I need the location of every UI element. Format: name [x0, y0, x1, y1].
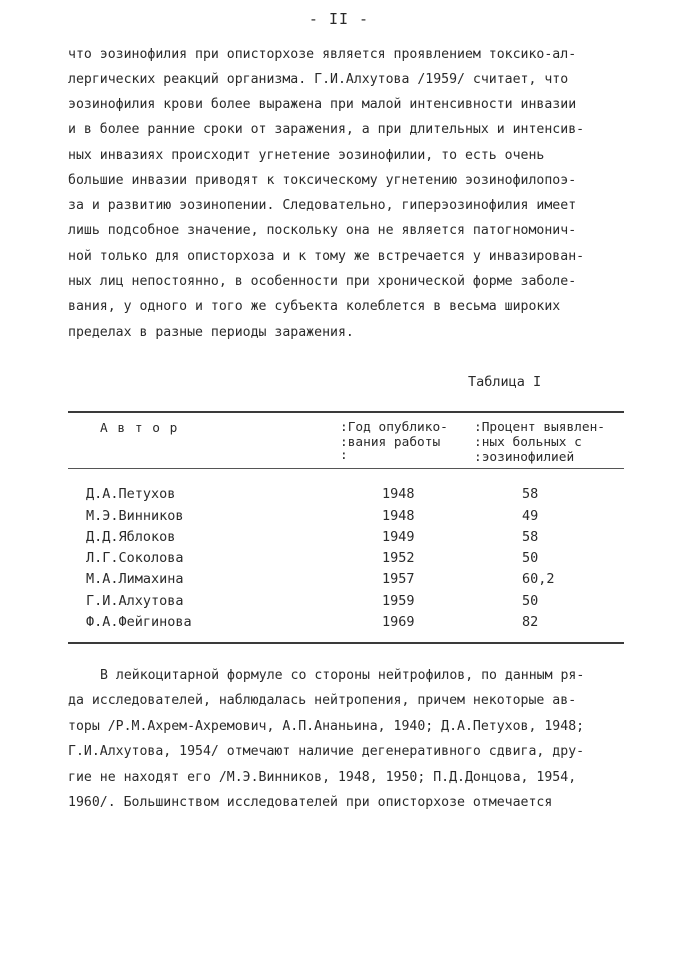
table-row — [0, 550, 678, 568]
header-year-line: : — [340, 448, 348, 463]
cell-percent: 58 — [522, 529, 539, 545]
header-author: А в т о р — [100, 421, 179, 436]
table-bottom-rule — [68, 642, 624, 644]
table-row — [0, 508, 678, 526]
cell-author: Ф.А.Фейгинова — [86, 614, 192, 630]
text-line: Г.И.Алхутова, 1954/ отмечают наличие дегенеративного сдвига, дру- — [68, 744, 585, 759]
table-top-rule — [68, 411, 624, 413]
text-line: ных лиц непостоянно, в особенности при хронической форме заболе- — [68, 274, 577, 289]
text-line: гие не находят его /М.Э.Винников, 1948, 1950; П.Д.Донцова, 1954, — [68, 770, 577, 785]
cell-year: 1959 — [382, 593, 415, 609]
text-line: эозинофилия крови более выражена при малой интенсивности инвазии — [68, 97, 577, 112]
cell-author: М.Э.Винников — [86, 508, 184, 524]
cell-author: Д.Д.Яблоков — [86, 529, 176, 545]
cell-percent: 60,2 — [522, 571, 555, 587]
text-line: что эозинофилия при описторхозе является проявлением токсико-ал- — [68, 47, 577, 62]
header-percent-line: :Процент выявлен- — [474, 420, 605, 435]
text-line: лергических реакций организма. Г.И.Алхутова /1959/ считает, что — [68, 72, 569, 87]
text-line: ной только для описторхоза и к тому же встречается у инвазирован- — [68, 249, 585, 264]
text-line: 1960/. Большинством исследователей при описторхозе отмечается — [68, 795, 553, 810]
cell-year: 1949 — [382, 529, 415, 545]
cell-year: 1948 — [382, 486, 415, 502]
text-line: большие инвазии приводят к токсическому угнетению эозинофилопоэ- — [68, 173, 577, 188]
text-line: да исследователей, наблюдалась нейтропения, причем некоторые ав- — [68, 693, 577, 708]
cell-author: М.А.Лимахина — [86, 571, 184, 587]
text-line: ных инвазиях происходит угнетение эозинофилии, то есть очень — [68, 148, 545, 163]
header-percent-line: :ных больных с — [474, 435, 582, 450]
table-caption: Таблица I — [468, 374, 542, 390]
cell-percent: 50 — [522, 593, 539, 609]
table-row — [0, 529, 678, 547]
text-line: торы /Р.М.Ахрем-Ахремович, А.П.Ананьина, 1940; Д.А.Петухов, 1948; — [68, 719, 585, 734]
text-line: лишь подсобное значение, поскольку она не является патогномонич- — [68, 223, 577, 238]
cell-percent: 82 — [522, 614, 539, 630]
cell-percent: 49 — [522, 508, 539, 524]
table-row — [0, 593, 678, 611]
cell-year: 1957 — [382, 571, 415, 587]
header-year-line: :вания работы — [340, 435, 441, 450]
table-row — [0, 486, 678, 504]
cell-author: Л.Г.Соколова — [86, 550, 184, 566]
cell-year: 1969 — [382, 614, 415, 630]
cell-year: 1948 — [382, 508, 415, 524]
header-percent-line: :эозинофилией — [474, 450, 575, 465]
text-line: и в более ранние сроки от заражения, а при длительных и интенсив- — [68, 122, 585, 137]
cell-percent: 50 — [522, 550, 539, 566]
cell-author: Д.А.Петухов — [86, 486, 176, 502]
text-line: вания, у одного и того же субъекта колеблется в весьма широких — [68, 299, 561, 314]
cell-author: Г.И.Алхутова — [86, 593, 184, 609]
cell-year: 1952 — [382, 550, 415, 566]
page-number: - II - — [308, 10, 370, 28]
cell-percent: 58 — [522, 486, 539, 502]
table-header-rule — [68, 468, 624, 469]
text-line: В лейкоцитарной формуле со стороны нейтрофилов, по данным ря- — [100, 668, 585, 683]
table-row — [0, 571, 678, 589]
text-line: за и развитию эозинопении. Следовательно, гиперэозинофилия имеет — [68, 198, 577, 213]
table-row — [0, 614, 678, 632]
header-year-line: :Год опублико- — [340, 420, 448, 435]
text-line: пределах в разные периоды заражения. — [68, 325, 354, 340]
